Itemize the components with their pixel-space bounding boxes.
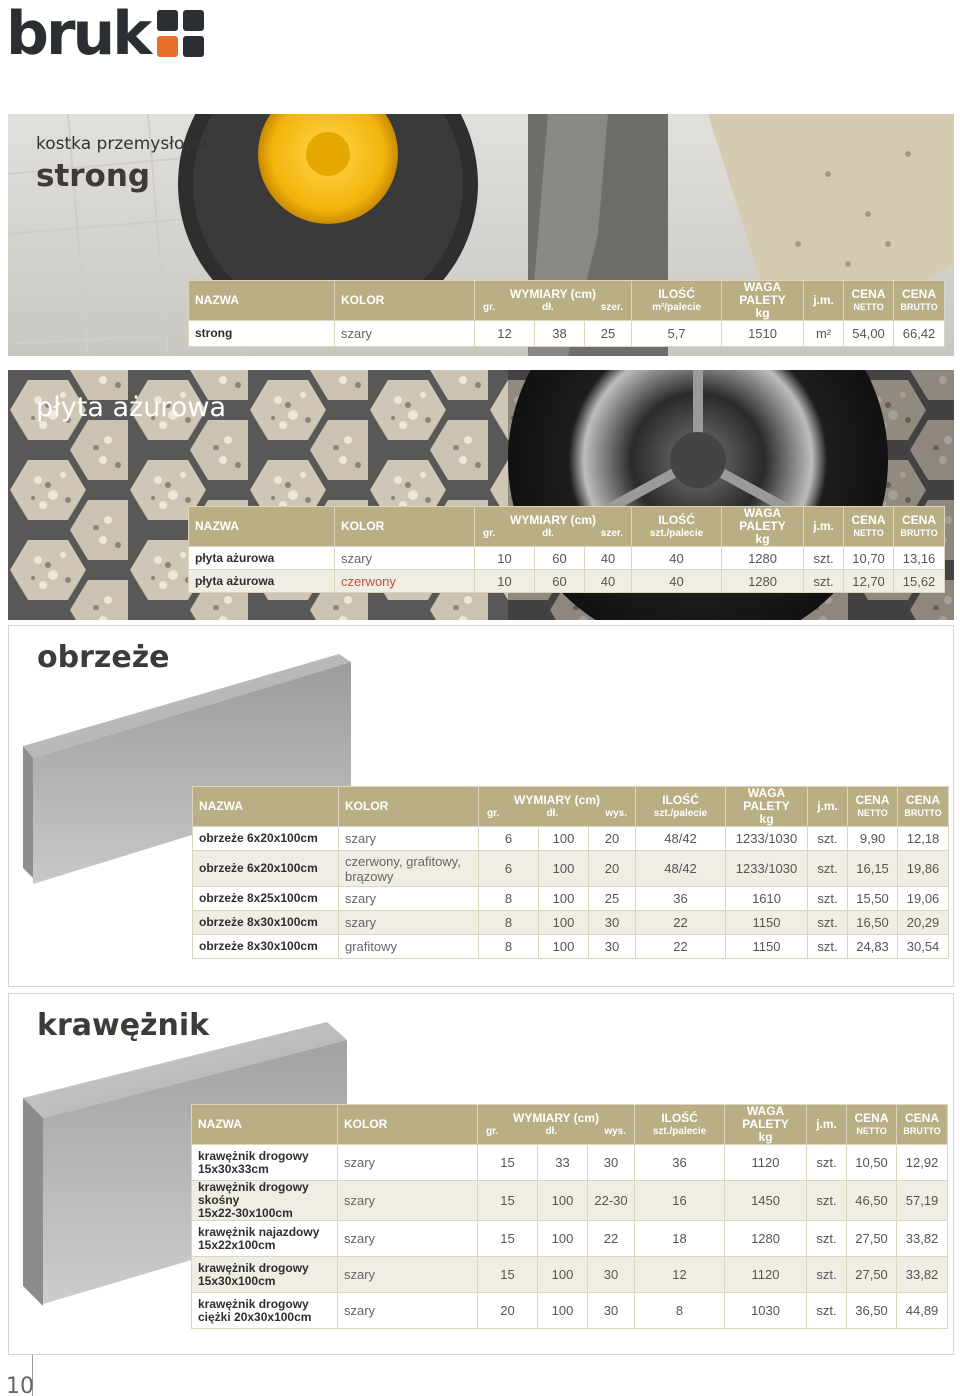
cell-name-line1: krawężnik drogowy [198,1296,309,1311]
cell-name: płyta ażurowa [189,547,335,570]
header-ilosc [632,507,722,547]
cell-jm: szt. [808,935,848,959]
header-dl: dł. [545,1125,558,1137]
table-row [189,547,945,570]
cell-wys: 25 [589,887,636,911]
cell-name-line2: 15x30x100cm [198,1273,276,1288]
header-ilosc [632,281,722,321]
cell-name [192,1293,338,1329]
cell-netto: 16,50 [848,911,898,935]
cell-gr: 15 [478,1145,538,1181]
logo-text: bruk [6,0,150,69]
table-row [193,911,949,935]
cell-brutto: 33,82 [897,1257,948,1293]
table-row [193,935,949,959]
cell-jm: m² [804,321,844,347]
cell-dl: 100 [538,1221,588,1257]
header-kolor: KOLOR [339,787,479,827]
header-wys: wys. [605,807,628,819]
cell-ilosc: 16 [635,1181,725,1221]
header-ilosc-label: ILOŚĆ [662,792,699,807]
cell-ilosc: 48/42 [636,851,726,887]
cell-jm: szt. [807,1145,847,1181]
header-waga-label: WAGA PALETY [739,280,786,307]
cell-gr: 15 [478,1221,538,1257]
kraweznik-table [191,1104,948,1329]
strong-title: strong [36,158,151,194]
cell-name-line2: 15x30x33cm [198,1161,269,1176]
strong-subtitle: kostka przemysłowa [36,134,209,154]
header-brutto: BRUTTO [904,807,942,818]
cell-ilosc: 36 [636,887,726,911]
header-netto: NETTO [856,1125,887,1136]
header-netto: NETTO [857,807,888,818]
header-nazwa: NAZWA [193,787,339,827]
kraweznik-header-row [192,1105,948,1145]
cell-gr: 10 [475,570,535,593]
cell-brutto: 19,86 [898,851,949,887]
cell-name [192,1181,338,1221]
cell-dl: 100 [538,1293,588,1329]
cell-gr: 8 [479,887,539,911]
cell-waga: 1233/1030 [726,827,808,851]
cell-name: obrzeże 6x20x100cm [193,827,339,851]
cell-szer: 40 [585,547,632,570]
header-brutto: BRUTTO [900,527,938,538]
header-wymiary [475,507,632,547]
azurowa-table [188,506,945,593]
cell-jm: szt. [807,1293,847,1329]
cell-jm: szt. [804,547,844,570]
cell-color: szary [338,1145,478,1181]
cell-name-line1: krawężnik drogowy [198,1148,309,1163]
header-cena-netto [847,1105,897,1145]
header-ilosc-label: ILOŚĆ [658,286,695,301]
cell-gr: 15 [478,1181,538,1221]
header-kolor: KOLOR [335,507,475,547]
cell-name: strong [189,321,335,347]
cell-color: szary [338,1221,478,1257]
header-cena-netto [844,281,894,321]
cell-brutto: 30,54 [898,935,949,959]
table-row [192,1257,948,1293]
cell-wys: 30 [588,1257,635,1293]
header-cena-label: CENA [902,512,937,527]
header-cena-label: CENA [851,286,886,301]
strong-header-row [189,281,945,321]
table-row [193,887,949,911]
header-waga-label: WAGA PALETY [742,1104,789,1131]
cell-netto: 10,50 [847,1145,897,1181]
header-cena-label: CENA [902,286,937,301]
azurowa-header-row [189,507,945,547]
cell-netto: 27,50 [847,1257,897,1293]
cell-brutto: 12,18 [898,827,949,851]
cell-brutto: 20,29 [898,911,949,935]
header-waga-label: WAGA PALETY [739,506,786,533]
strong-table [188,280,945,347]
cell-wys: 30 [589,911,636,935]
header-szer: szer. [600,527,624,539]
cell-jm: szt. [808,887,848,911]
logo-mark-icon [157,10,204,57]
cell-waga: 1120 [725,1257,807,1293]
cell-dl: 38 [535,321,585,347]
cell-name-line2: 15x22-30x100cm [198,1206,293,1220]
header-waga-unit: kg [755,532,770,546]
cell-color: szary [339,911,479,935]
header-nazwa: NAZWA [189,281,335,321]
cell-brutto: 13,16 [894,547,945,570]
header-waga [726,787,808,827]
cell-name [192,1145,338,1181]
cell-color: szary [335,321,475,347]
header-szer: szer. [600,301,624,313]
header-wymiary-label: WYMIARY (cm) [510,512,597,527]
header-cena-netto [848,787,898,827]
cell-wys: 20 [589,827,636,851]
cell-ilosc: 12 [635,1257,725,1293]
cell-netto: 16,15 [848,851,898,887]
cell-brutto: 66,42 [894,321,945,347]
header-dl: dł. [542,301,554,313]
cell-color: grafitowy [339,935,479,959]
cell-name [192,1257,338,1293]
cell-dl: 60 [535,547,585,570]
cell-netto: 27,50 [847,1221,897,1257]
cell-brutto: 15,62 [894,570,945,593]
header-jm: j.m. [808,787,848,827]
header-nazwa: NAZWA [189,507,335,547]
cell-color: szary [338,1257,478,1293]
header-jm: j.m. [804,281,844,321]
cell-ilosc: 48/42 [636,827,726,851]
cell-waga: 1150 [726,911,808,935]
header-wys: wys. [604,1125,627,1137]
header-waga-unit: kg [759,812,774,826]
header-cena-label: CENA [906,792,941,807]
cell-waga: 1030 [725,1293,807,1329]
header-gr: gr. [483,301,496,313]
cell-gr: 10 [475,547,535,570]
header-waga-label: WAGA PALETY [743,786,790,813]
cell-brutto: 57,19 [897,1181,948,1221]
cell-netto: 54,00 [844,321,894,347]
cell-szer: 25 [585,321,632,347]
section-azurowa [8,370,954,620]
cell-dl: 60 [535,570,585,593]
cell-gr: 6 [479,827,539,851]
header-cena-netto [844,507,894,547]
cell-dl: 100 [539,887,589,911]
cell-ilosc: 8 [635,1293,725,1329]
cell-netto: 9,90 [848,827,898,851]
header-kolor: KOLOR [335,281,475,321]
table-row [192,1145,948,1181]
cell-name-line2: ciężki 20x30x100cm [198,1309,312,1324]
obrzeze-header-row [193,787,949,827]
cell-name: obrzeże 8x30x100cm [193,911,339,935]
cell-jm: szt. [807,1181,847,1221]
header-ilosc-unit: szt./palecie [653,807,708,819]
header-brutto: BRUTTO [900,301,938,312]
kraweznik-title: krawężnik [37,1008,210,1043]
cell-waga: 1610 [726,887,808,911]
azurowa-title: płyta ażurowa [36,392,226,423]
cell-dl: 100 [539,911,589,935]
cell-name: obrzeże 6x20x100cm [193,851,339,887]
table-row [193,851,949,887]
cell-ilosc: 40 [632,547,722,570]
cell-waga: 1120 [725,1145,807,1181]
table-row [189,321,945,347]
cell-jm: szt. [804,570,844,593]
cell-name-line1: krawężnik drogowy [198,1260,309,1275]
section-strong [8,114,954,356]
header-dl: dł. [546,807,559,819]
cell-color: czerwony, grafitowy, brązowy [339,851,479,887]
cell-waga: 1280 [722,570,804,593]
cell-jm: szt. [808,851,848,887]
cell-name-line1: krawężnik drogowy skośny [198,1180,309,1207]
section-kraweznik [8,993,954,1355]
header-wymiary [478,1105,635,1145]
header-waga [722,281,804,321]
header-ilosc-unit: szt./palecie [652,1125,707,1137]
header-cena-brutto [897,1105,948,1145]
header-netto: NETTO [853,301,884,312]
cell-dl: 33 [538,1145,588,1181]
cell-ilosc: 18 [635,1221,725,1257]
cell-wys: 30 [588,1293,635,1329]
cell-wys: 22 [588,1221,635,1257]
header-ilosc [635,1105,725,1145]
cell-jm: szt. [808,827,848,851]
header-nazwa: NAZWA [192,1105,338,1145]
cell-color: szary [338,1293,478,1329]
cell-gr: 6 [479,851,539,887]
table-row [192,1293,948,1329]
cell-dl: 100 [539,827,589,851]
header-ilosc-unit: m²/palecie [652,301,701,313]
cell-waga: 1150 [726,935,808,959]
header-waga [725,1105,807,1145]
cell-name: obrzeże 8x30x100cm [193,935,339,959]
header-waga [722,507,804,547]
obrzeze-title: obrzeże [37,640,170,675]
cell-szer: 40 [585,570,632,593]
cell-netto: 36,50 [847,1293,897,1329]
cell-color: szary [339,887,479,911]
cell-brutto: 12,92 [897,1145,948,1181]
cell-waga: 1280 [722,547,804,570]
cell-gr: 15 [478,1257,538,1293]
cell-waga: 1233/1030 [726,851,808,887]
cell-color: szary [335,547,475,570]
header-wymiary-label: WYMIARY (cm) [513,1110,600,1125]
cell-wys: 30 [588,1145,635,1181]
cell-wys: 20 [589,851,636,887]
table-row [189,570,945,593]
obrzeze-table [192,786,949,959]
cell-color: szary [339,827,479,851]
header-jm: j.m. [804,507,844,547]
table-row [192,1221,948,1257]
cell-wys: 30 [589,935,636,959]
header-gr: gr. [483,527,496,539]
header-gr: gr. [487,807,500,819]
cell-gr: 12 [475,321,535,347]
header-ilosc-unit: szt./palecie [649,527,704,539]
header-kolor: KOLOR [338,1105,478,1145]
header-wymiary-label: WYMIARY (cm) [514,792,601,807]
cell-netto: 46,50 [847,1181,897,1221]
header-waga-unit: kg [755,306,770,320]
header-ilosc-label: ILOŚĆ [658,512,695,527]
cell-jm: szt. [807,1257,847,1293]
header-ilosc [636,787,726,827]
cell-netto: 12,70 [844,570,894,593]
cell-ilosc: 5,7 [632,321,722,347]
cell-ilosc: 22 [636,935,726,959]
cell-brutto: 33,82 [897,1221,948,1257]
cell-dl: 100 [538,1257,588,1293]
header-cena-label: CENA [854,1110,889,1125]
cell-gr: 8 [479,911,539,935]
cell-wys: 22-30 [588,1181,635,1221]
header-cena-brutto [898,787,949,827]
cell-dl: 100 [538,1181,588,1221]
header-gr: gr. [486,1125,499,1137]
section-obrzeze [8,625,954,987]
header-jm: j.m. [807,1105,847,1145]
cell-gr: 8 [479,935,539,959]
cell-waga: 1280 [725,1221,807,1257]
cell-color: czerwony [335,570,475,593]
cell-netto: 24,83 [848,935,898,959]
cell-jm: szt. [807,1221,847,1257]
cell-name [192,1221,338,1257]
cell-ilosc: 40 [632,570,722,593]
table-row [192,1181,948,1221]
header-wymiary [475,281,632,321]
header-dl: dł. [542,527,554,539]
header-ilosc-label: ILOŚĆ [661,1110,698,1125]
page-number: 10 [6,1374,34,1396]
header-cena-brutto [894,507,945,547]
cell-name: płyta ażurowa [189,570,335,593]
cell-name-line2: 15x22x100cm [198,1237,276,1252]
table-row [193,827,949,851]
header-brutto: BRUTTO [903,1125,941,1136]
cell-waga: 1450 [725,1181,807,1221]
header-waga-unit: kg [758,1130,773,1144]
cell-brutto: 44,89 [897,1293,948,1329]
cell-name: obrzeże 8x25x100cm [193,887,339,911]
cell-waga: 1510 [722,321,804,347]
cell-netto: 15,50 [848,887,898,911]
cell-dl: 100 [539,935,589,959]
cell-color: szary [338,1181,478,1221]
header-cena-label: CENA [855,792,890,807]
cell-name-line1: krawężnik najazdowy [198,1224,320,1239]
cell-netto: 10,70 [844,547,894,570]
header-cena-label: CENA [851,512,886,527]
cell-gr: 20 [478,1293,538,1329]
cell-ilosc: 36 [635,1145,725,1181]
cell-ilosc: 22 [636,911,726,935]
cell-dl: 100 [539,851,589,887]
cell-brutto: 19,06 [898,887,949,911]
cell-jm: szt. [808,911,848,935]
brand-logo [6,0,204,69]
header-cena-brutto [894,281,945,321]
header-cena-label: CENA [905,1110,940,1125]
header-netto: NETTO [853,527,884,538]
header-wymiary-label: WYMIARY (cm) [510,286,597,301]
header-wymiary [479,787,636,827]
